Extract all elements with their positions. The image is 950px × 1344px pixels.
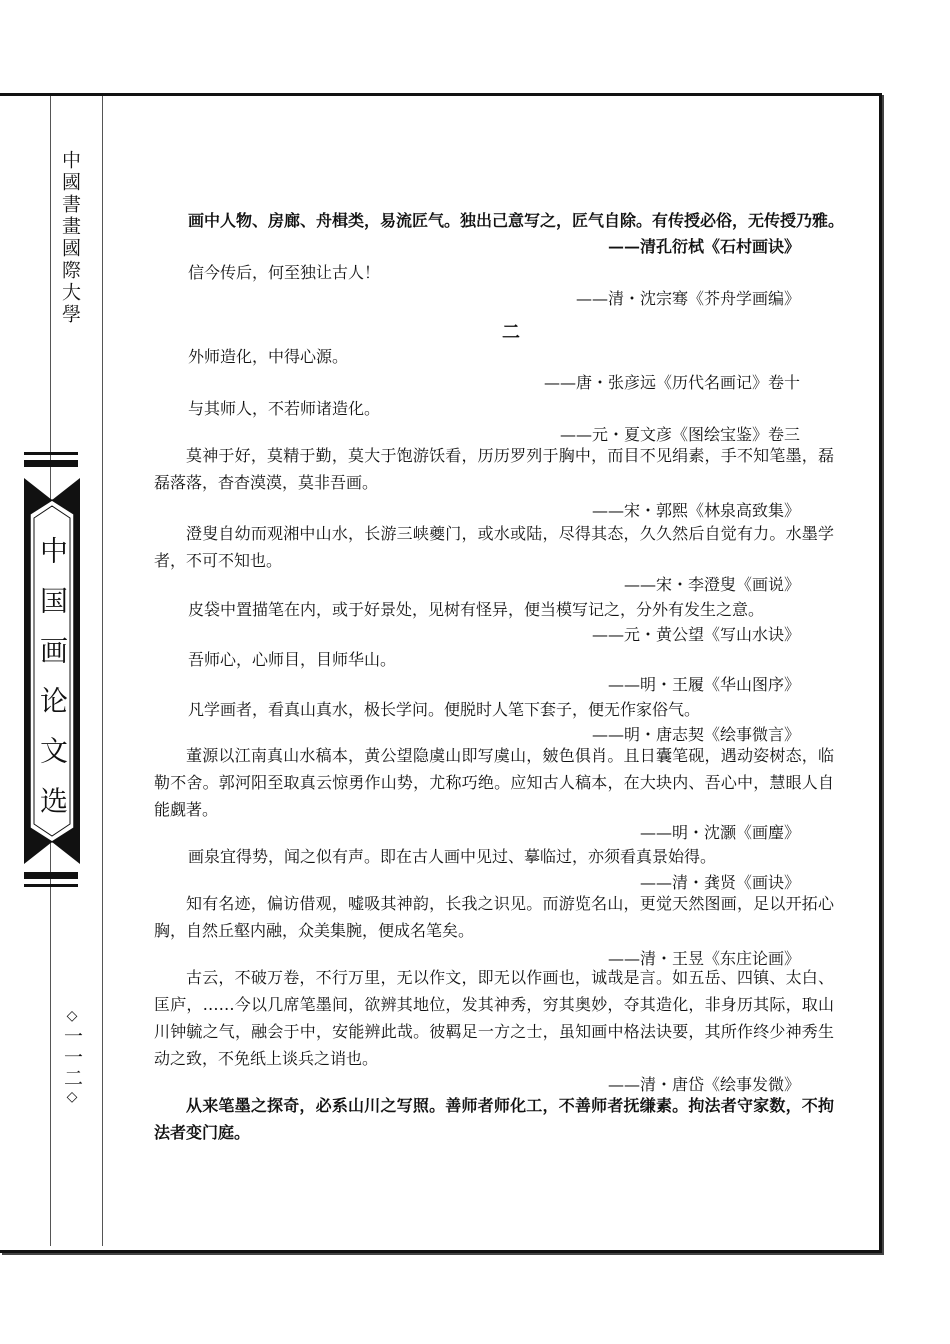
citation-10: ——明・沈灏《画麈》 — [639, 823, 800, 842]
quote-5: 莫神于好，莫精于勤，莫大于饱游饫看，历历罗列于胸中，而目不见绢素，手不知笔墨，磊磊落落，杳杳漠漠，莫非吾画。 — [154, 446, 834, 492]
quote-11: 画泉宜得势，闻之似有声。即在古人画中见过、摹临过，亦须看真景始得。 — [188, 847, 717, 866]
decor-bar-top-thick — [24, 460, 78, 467]
citation-11: ——清・龚贤《画诀》 — [639, 873, 800, 892]
quote-6: 澄叟自幼而观湘中山水，长游三峡夔门，或水或陆，尽得其态，久久然后自觉有力。水墨学者，不可不知也。 — [154, 524, 834, 570]
sidebar-rule-right — [102, 96, 103, 1246]
decor-bar-bottom-thick — [24, 872, 78, 879]
quote-3: 外师造化，中得心源。 — [188, 347, 349, 366]
citation-3: ——唐・张彦远《历代名画记》卷十 — [543, 373, 800, 392]
diamond-icon: ◇ — [64, 1089, 80, 1107]
page-number-block — [62, 1008, 81, 1107]
school-name: 中國書畫國際大學 — [59, 150, 81, 326]
citation-2: ——清・沈宗骞《芥舟学画编》 — [575, 289, 800, 308]
section-mark: 二 — [502, 322, 520, 343]
citation-13: ——清・唐岱《绘事发微》 — [607, 1075, 800, 1094]
citation-4: ——元・夏文彦《图绘宝鉴》卷三 — [559, 425, 800, 444]
book-title: 中国画论文选 — [36, 536, 69, 836]
quote-1: 画中人物、房廊、舟楫类，易流匠气。独出己意写之，匠气自除。有传授必俗，无传授乃雅。 — [188, 211, 845, 230]
page-number: 一一二 — [61, 1026, 83, 1089]
quote-12: 知有名迹，偏访借观，嘘吸其神韵，长我之识见。而游览名山，更觉天然图画，足以开拓心胸，自然丘壑内融，众美集腕，便成名笔矣。 — [154, 894, 834, 940]
quote-13: 古云，不破万卷，不行万里，无以作文，即无以作画也，诚哉是言。如五岳、四镇、太白、匡庐，……今以几席笔墨间，欲辨其地位，发其神秀，穷其奥妙，夺其造化，非身历其际，取山川钟毓之气，融会于中，安能辨此哉。彼羁足一方之士，虽知画中格法诀要，其所作终少神秀生动之致，不免纸上谈兵之诮也。 — [154, 968, 834, 1068]
citation-12: ——清・王昱《东庄论画》 — [607, 949, 800, 968]
decor-bar-top-thin — [24, 452, 78, 455]
quote-8: 吾师心，心师目，目师华山。 — [188, 650, 397, 669]
citation-1: ——清孔衍栻《石村画诀》 — [607, 237, 800, 256]
diamond-icon: ◇ — [64, 1008, 80, 1026]
decor-bar-bottom-thin — [24, 884, 78, 887]
quote-7: 皮袋中置描笔在内，或于好景处，见树有怪异，便当模写记之，分外有发生之意。 — [188, 600, 765, 619]
citation-6: ——宋・李澄叟《画说》 — [623, 575, 800, 594]
citation-9: ——明・唐志契《绘事微言》 — [591, 725, 800, 744]
quote-2: 信今传后，何至独让古人！ — [188, 263, 381, 282]
citation-7: ——元・黄公望《写山水诀》 — [591, 625, 800, 644]
citation-5: ——宋・郭熙《林泉高致集》 — [591, 501, 800, 520]
citation-8: ——明・王履《华山图序》 — [607, 675, 800, 694]
book-title-emblem — [20, 478, 84, 864]
quote-9: 凡学画者，看真山真水，极长学问。便脱时人笔下套子，便无作家俗气。 — [188, 700, 701, 719]
quote-4: 与其师人，不若师诸造化。 — [188, 399, 381, 418]
quote-14: 从来笔墨之探奇，必系山川之写照。善师者师化工，不善师者抚缣素。拘法者守家数，不拘法者变门庭。 — [154, 1096, 834, 1142]
quote-10: 董源以江南真山水稿本，黄公望隐虞山即写虞山，皴色俱肖。且日囊笔砚，遇动姿树态，临勒不舍。郭河阳至取真云惊勇作山势，尤称巧绝。应知古人稿本，在大块内、吾心中，慧眼人自能觑著。 — [154, 746, 834, 819]
